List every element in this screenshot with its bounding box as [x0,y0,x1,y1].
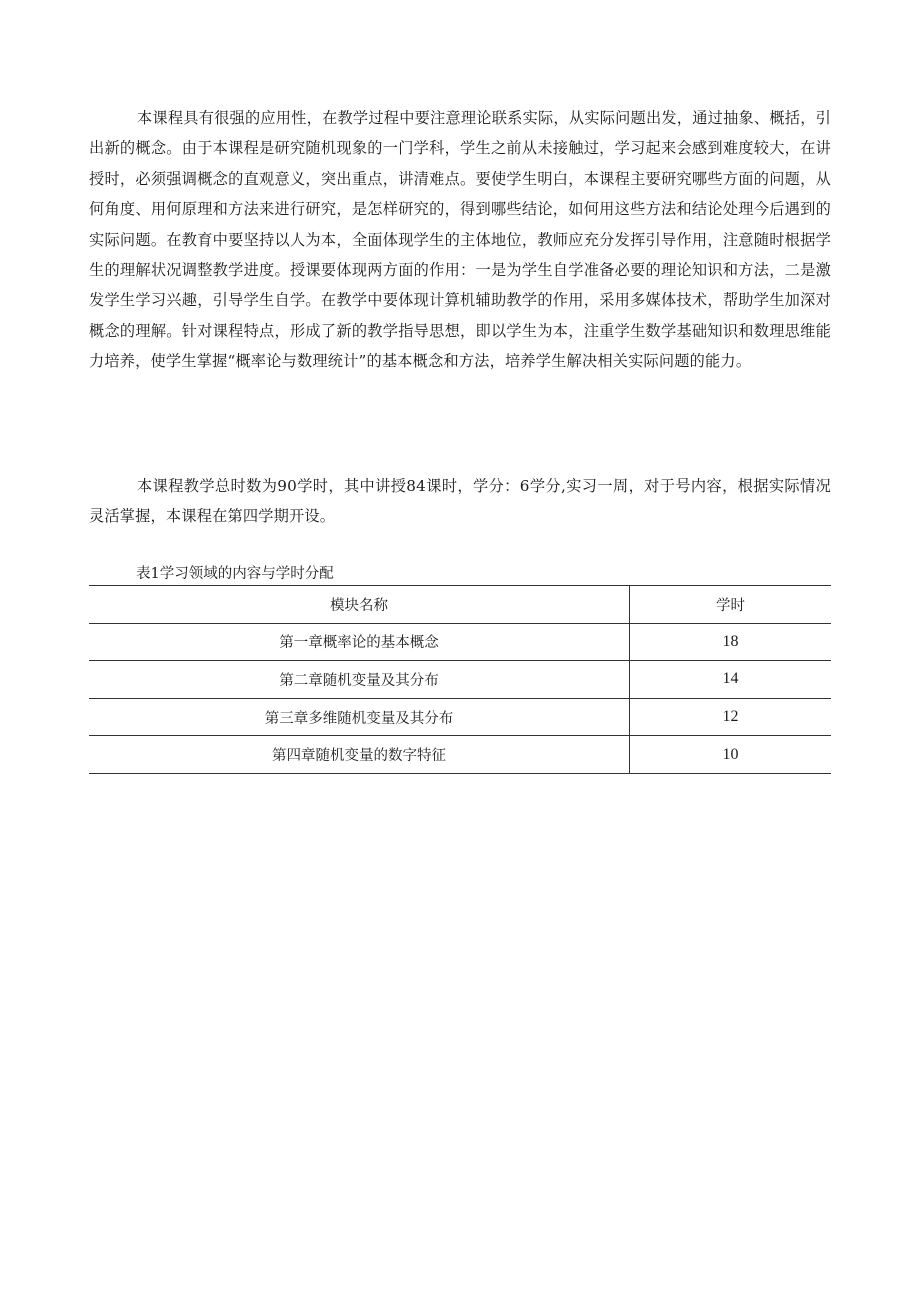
course-description-paragraph: 本课程具有很强的应用性，在教学过程中要注意理论联系实际，从实际问题出发，通过抽象、概括，引出新的概念。由于本课程是研究随机现象的一门学科，学生之前从未接触过，学习起来会感到难度较大，在讲授时，必须强调概念的直观意义，突出重点，讲清难点。要使学生明白，本课程主要研究哪些方面的问题，从何角度、用何原理和方法来进行研究，是怎样研究的，得到哪些结论，如何用这些方法和结论处理今后遇到的实际问题。在教育中要坚持以人为本，全面体现学生的主体地位，教师应充分发挥引导作用，注意随时根据学生的理解状况调整教学进度。授课要体现两方面的作用：一是为学生自学准备必要的理论知识和方法，二是激发学生学习兴趣，引导学生自学。在教学中要体现计算机辅助教学的作用，采用多媒体技术，帮助学生加深对概念的理解。针对课程特点，形成了新的教学指导思想，即以学生为本，注重学生数学基础知识和数理思维能力培养，使学生掌握“概率论与数理统计”的基本概念和方法，培养学生解决相关实际问题的能力。 [89,109,831,371]
table-caption: 表1学习领域的内容与学时分配 [136,566,334,582]
table-row [89,661,831,699]
table-row [89,698,831,736]
module-hours-cell: 14 [630,661,832,699]
module-hours-cell: 18 [630,623,832,661]
hours-allocation-table [89,585,831,774]
table-row [89,623,831,661]
table-header-row [89,586,831,624]
module-name-cell: 第二章随机变量及其分布 [89,661,630,699]
module-hours-cell: 10 [630,736,832,774]
module-name-cell: 第三章多维随机变量及其分布 [89,698,630,736]
header-module-name: 模块名称 [89,586,630,624]
header-hours: 学时 [630,586,832,624]
module-name-cell: 第四章随机变量的数字特征 [89,736,630,774]
table-row [89,736,831,774]
module-name-cell: 第一章概率论的基本概念 [89,623,630,661]
module-hours-cell: 12 [630,698,832,736]
course-hours-paragraph: 本课程教学总时数为90学时，其中讲授84课时，学分：6学分,实习一周，对于号内容，根据实际情况灵活掌握，本课程在第四学期开设。 [89,477,831,526]
